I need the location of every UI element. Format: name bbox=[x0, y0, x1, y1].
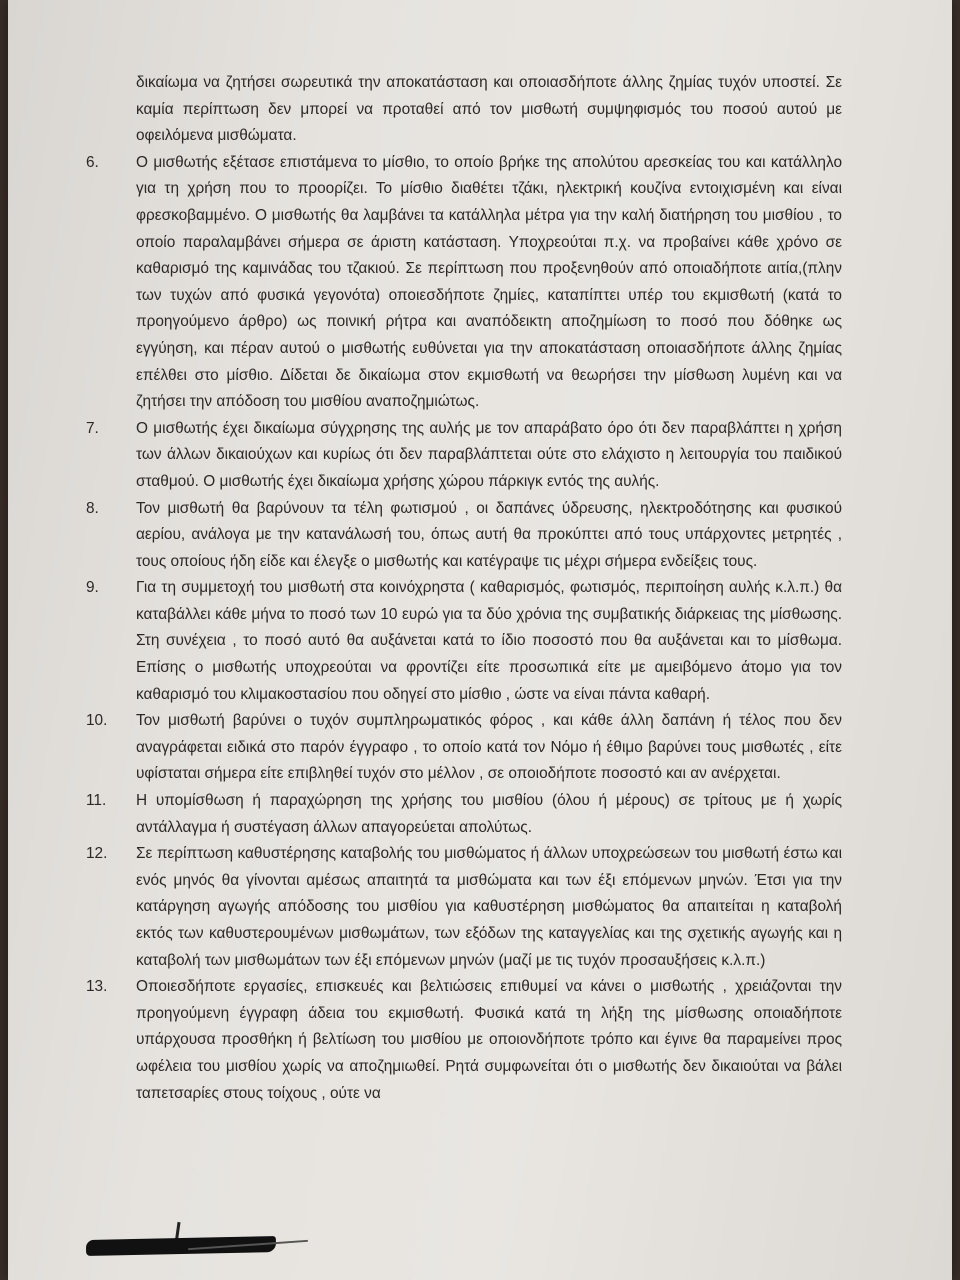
clause-9 bbox=[86, 575, 842, 708]
clause-number: 9. bbox=[86, 579, 99, 597]
clause-number: 7. bbox=[86, 419, 99, 437]
clause-13 bbox=[86, 974, 842, 1107]
clause-text: Η υπομίσθωση ή παραχώρηση της χρήσης του μισθίου (όλου ή μέρους) σε τρίτους με ή χωρίς αντάλλαγμα ή συστέγαση άλλων απαγορεύεται απολύτως. bbox=[136, 792, 842, 836]
continuation-text: δικαίωμα να ζητήσει σωρευτικά την αποκατάσταση και οποιασδήποτε άλλης ζημίας τυχόν υποστεί. Σε καμία περίπτωση δεν μπορεί να προταθεί από τον μισθωτή συμψηφισμός του ποσού αυτού με οφειλόμενα μισθώματα. bbox=[136, 74, 842, 145]
clause-8 bbox=[86, 496, 842, 576]
clause-number: 6. bbox=[86, 153, 99, 171]
clause-6 bbox=[86, 150, 842, 416]
clause-number: 12. bbox=[86, 845, 108, 863]
clause-7 bbox=[86, 416, 842, 496]
clause-number: 13. bbox=[86, 978, 108, 996]
clause-number: 10. bbox=[86, 712, 108, 730]
clause-number: 8. bbox=[86, 499, 99, 517]
clause-text: Ο μισθωτής εξέτασε επιστάμενα το μίσθιο, το οποίο βρήκε της απολύτου αρεσκείας του και κατάλληλο για τη χρήση που το προορίζει. Το μίσθιο διαθέτει τζάκι, ηλεκτρική κουζίνα εντοιχισμένη και είναι φρεσκοβαμμένο. Ο μισθωτής θα λαμβάνει τα κατάλληλα μέτρα για την καλή διατήρηση του μισθίου , το οποίο παραλαμβάνει σήμερα σε άριστη κατάσταση. Υποχρεούται π.χ. να προβαίνει κάθε χρόνο σε καθαρισμό της καμινάδας του τζακιού. Σε περίπτωση που προξενηθούν από οποιαδήποτε αιτία,(πλην των τυχών από φυσικά γεγονότα) οποιεσδήποτε ζημίες, καταπίπτει υπέρ του εκμισθωτή (κατά το προηγούμενο άρθρο) ως ποινική ρήτρα και αναπόδεικτη αποζημίωση το ποσό που δόθηκε ως εγγύηση, και πέραν αυτού ο μισθωτής ευθύνεται για την αποκατάσταση οποιασδήποτε άλλης ζημίας επέλθει στο μίσθιο. Δίδεται δε δικαίωμα στον εκμισθωτή να θεωρήσει την μίσθωση λυμένη και να ζητήσει την απόδοση του μισθίου αναποζημιώτως. bbox=[136, 153, 842, 411]
clause-text: Τον μισθωτή βαρύνει ο τυχόν συμπληρωματικός φόρος , και κάθε άλλη δαπάνη ή τέλος που δεν αναγράφεται ειδικά στο παρόν έγγραφο , το οποίο κατά τον Νόμο ή έθιμο βαρύνει τους μισθωτές , είτε υφίσταται σήμερα είτε επιβληθεί τυχόν στο μέλλον , σε οποιοδήποτε ποσοστό και αν ανέρχεται. bbox=[136, 712, 842, 783]
clause-number: 11. bbox=[86, 792, 107, 810]
clause-12 bbox=[86, 841, 842, 974]
clause-11 bbox=[86, 788, 842, 841]
clause-text: Οποιεσδήποτε εργασίες, επισκευές και βελτιώσεις επιθυμεί να κάνει ο μισθωτής , χρειάζονται την προηγούμενη έγγραφη άδεια του εκμισθωτή. Φυσικά κατά τη λήξη της μίσθωσης οποιαδήποτε υπάρχουσα προσθήκη ή βελτίωση του μισθίου με οποιονδήποτε τρόπο και έγινε θα παραμείνει προς ωφέλεια του μισθίου χωρίς να αποζημιωθεί. Ρητά συμφωνείται ότι ο μισθωτής δεν δικαιούται να βάλει ταπετσαρίες στους τοίχους , ούτε να bbox=[136, 978, 842, 1102]
clause-text: Ο μισθωτής έχει δικαίωμα σύγχρησης της αυλής με τον απαράβατο όρο ότι δεν παραβλάπτει η χρήση των άλλων δικαιούχων και κυρίως ότι δεν παραβλάπτεται ούτε στο ελάχιστο η λειτουργία του παιδικού σταθμού. Ο μισθωτής έχει δικαίωμα χρήσης χώρου πάρκιγκ εντός της αυλής. bbox=[136, 419, 842, 490]
document-page bbox=[8, 0, 952, 1280]
clause-text: Τον μισθωτή θα βαρύνουν τα τέλη φωτισμού , οι δαπάνες ύδρευσης, ηλεκτροδότησης και φυσικού αερίου, ανάλογα με την κατανάλωσή του, όπως αυτή θα προκύπτει από τους υπάρχοντες μετρητές , τους οποίους ήδη είδε και έλεγξε ο μισθωτής και κατέγραψε τις μέχρι σήμερα ενδείξεις τους. bbox=[136, 499, 842, 570]
clause-text: Σε περίπτωση καθυστέρησης καταβολής του μισθώματος ή άλλων υποχρεώσεων του μισθωτή έστω και ενός μηνός θα γίνονται αμέσως απαιτητά τα μισθώματα και των έξι επόμενων μηνών. Έτσι για την κατάργηση αγωγής απόδοσης του μισθίου για καθυστέρηση μισθώματος θα απαιτείται η καταβολή εκτός των καθυστερουμένων μισθωμάτων, των εξόδων της καταγγελίας και της σχετικής αγωγής και η καταβολή των μισθωμάτων των έξι επόμενων μηνών (μαζί με τις τυχόν προσαυξήσεις κ.λ.π.) bbox=[136, 845, 842, 969]
document-body bbox=[86, 70, 842, 1107]
clause-10 bbox=[86, 708, 842, 788]
clause-text: Για τη συμμετοχή του μισθωτή στα κοινόχρηστα ( καθαρισμός, φωτισμός, περιποίηση αυλής κ.λ.π.) θα καταβάλλει κάθε μήνα το ποσό των 10 ευρώ για τα δύο χρόνια της συμβατικής διάρκειας της μίσθωσης. Στη συνέχεια , το ποσό αυτό θα αυξάνεται κατά το ίδιο ποσοστό που θα αυξάνεται και το μίσθωμα. Επίσης ο μισθωτής υποχρεούται να φροντίζει είτε προσωπικά είτε με αμειβόμενο άτομο για τον καθαρισμό του κλιμακοστασίου που οδηγεί στο μίσθιο , ώστε να είναι πάντα καθαρή. bbox=[136, 579, 842, 703]
